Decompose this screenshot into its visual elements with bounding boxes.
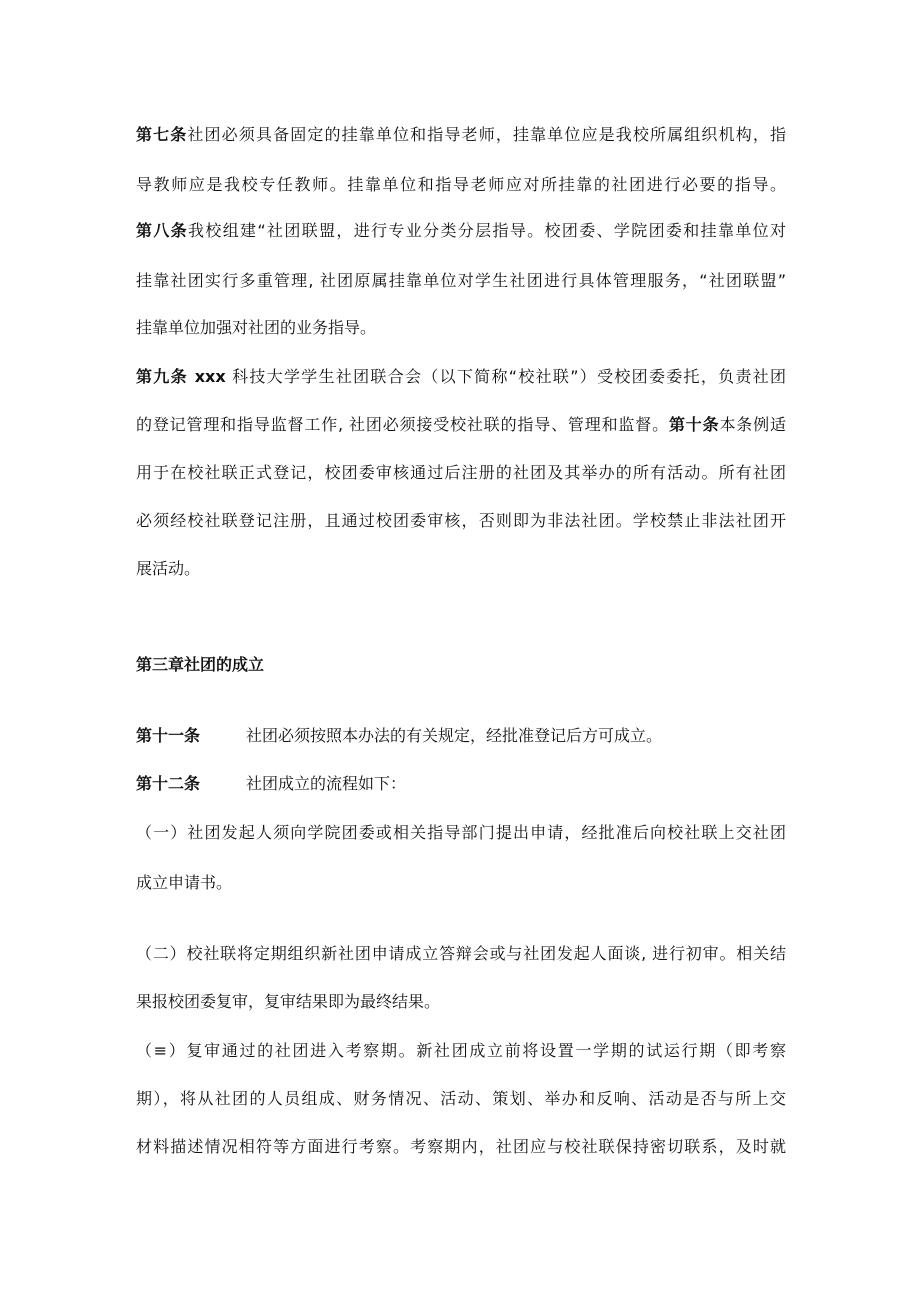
- article-10-line-2: [136, 458, 786, 488]
- article-8-label: 第八条: [136, 221, 189, 240]
- item-3-text-1: （≡）复审通过的社团进入考察期。新社团成立前将设置一学期的试运行期（即考察: [136, 1041, 786, 1060]
- article-11-label: 第十一条: [136, 726, 201, 745]
- article-9-line-1: [136, 362, 786, 392]
- chapter-3-title: 第三章社团的成立: [136, 655, 265, 674]
- article-10-label: 第十条: [668, 415, 720, 434]
- article-8-text-1: 我校组建“社团联盟，进行专业分类分层指导。校团委、学院团委和挂靠单位对: [188, 221, 786, 240]
- article-10-text-1: 本条例适: [719, 415, 786, 434]
- item-3-text-2: 期），将从社团的人员组成、财务情况、活动、策划、举办和反响、活动是否与所上交: [136, 1089, 786, 1108]
- item-2-line-1: [136, 939, 786, 969]
- article-10-text-3: 必须经校社联登记注册，且通过校团委审核，否则即为非法社团。学校禁止非法社团开: [136, 511, 786, 530]
- article-10-line-3: [136, 506, 786, 536]
- item-1-text-1: （一）社团发起人须向学院团委或相关指导部门提出申请，经批准后向校社联上交社团: [136, 823, 786, 842]
- article-12: [136, 769, 786, 799]
- item-3-line-2: [136, 1084, 786, 1114]
- item-2-text-2: 果报校团委复审，复审结果即为最终结果。: [136, 992, 441, 1011]
- article-8-line-2: [136, 266, 786, 296]
- article-7-line-1: [136, 120, 786, 150]
- article-9-label: 第九条 xxx: [136, 367, 226, 386]
- item-2-text-1: （二）校社联将定期组织新社团申请成立答辩会或与社团发起人面谈, 进行初审。相关结: [136, 944, 786, 963]
- article-9-text-2: 的登记管理和指导监督工作, 社团必须接受校社联的指导、管理和监督。: [136, 415, 669, 434]
- article-11-text: 社团必须按照本办法的有关规定，经批准登记后方可成立。: [246, 726, 663, 745]
- item-3-line-3: [136, 1132, 786, 1162]
- article-12-label: 第十二条: [136, 774, 201, 793]
- article-8-text-3: 挂靠单位加强对社团的业务指导。: [136, 318, 377, 337]
- item-3-line-1: [136, 1036, 786, 1066]
- item-1-line-1: [136, 818, 786, 848]
- article-8-line-3: [136, 313, 786, 343]
- article-7-line-2: [136, 170, 786, 200]
- item-1-line-2: [136, 868, 786, 898]
- item-1-text-2: 成立申请书。: [136, 873, 233, 892]
- article-7-text-1: 社团必须具备固定的挂靠单位和指导老师，挂靠单位应是我校所属组织机构，指: [187, 125, 786, 144]
- article-8-text-2: 挂靠社团实行多重管理, 社团原属挂靠单位对学生社团进行具体管理服务，“社团联盟”: [136, 271, 786, 290]
- article-10-text-4: 展活动。: [136, 559, 201, 578]
- article-8-line-1: [136, 216, 786, 246]
- item-2-line-2: [136, 987, 786, 1017]
- article-9-text-1: 科技大学学生社团联合会（以下简称“校社联”）受校团委委托，负责社团: [225, 367, 786, 386]
- article-10-line-4: [136, 554, 786, 584]
- article-7-label: 第七条: [136, 125, 188, 144]
- article-11: [136, 721, 786, 751]
- item-3-text-3: 材料描述情况相符等方面进行考察。考察期内，社团应与校社联保持密切联系，及时就: [136, 1137, 786, 1156]
- article-9-line-2: [136, 410, 786, 440]
- article-12-text: 社团成立的流程如下：: [246, 774, 407, 793]
- article-7-text-2: 导教师应是我校专任教师。挂靠单位和指导老师应对所挂靠的社团进行必要的指导。: [136, 175, 786, 194]
- article-10-text-2: 用于在校社联正式登记，校团委审核通过后注册的社团及其举办的所有活动。所有社团: [136, 463, 786, 482]
